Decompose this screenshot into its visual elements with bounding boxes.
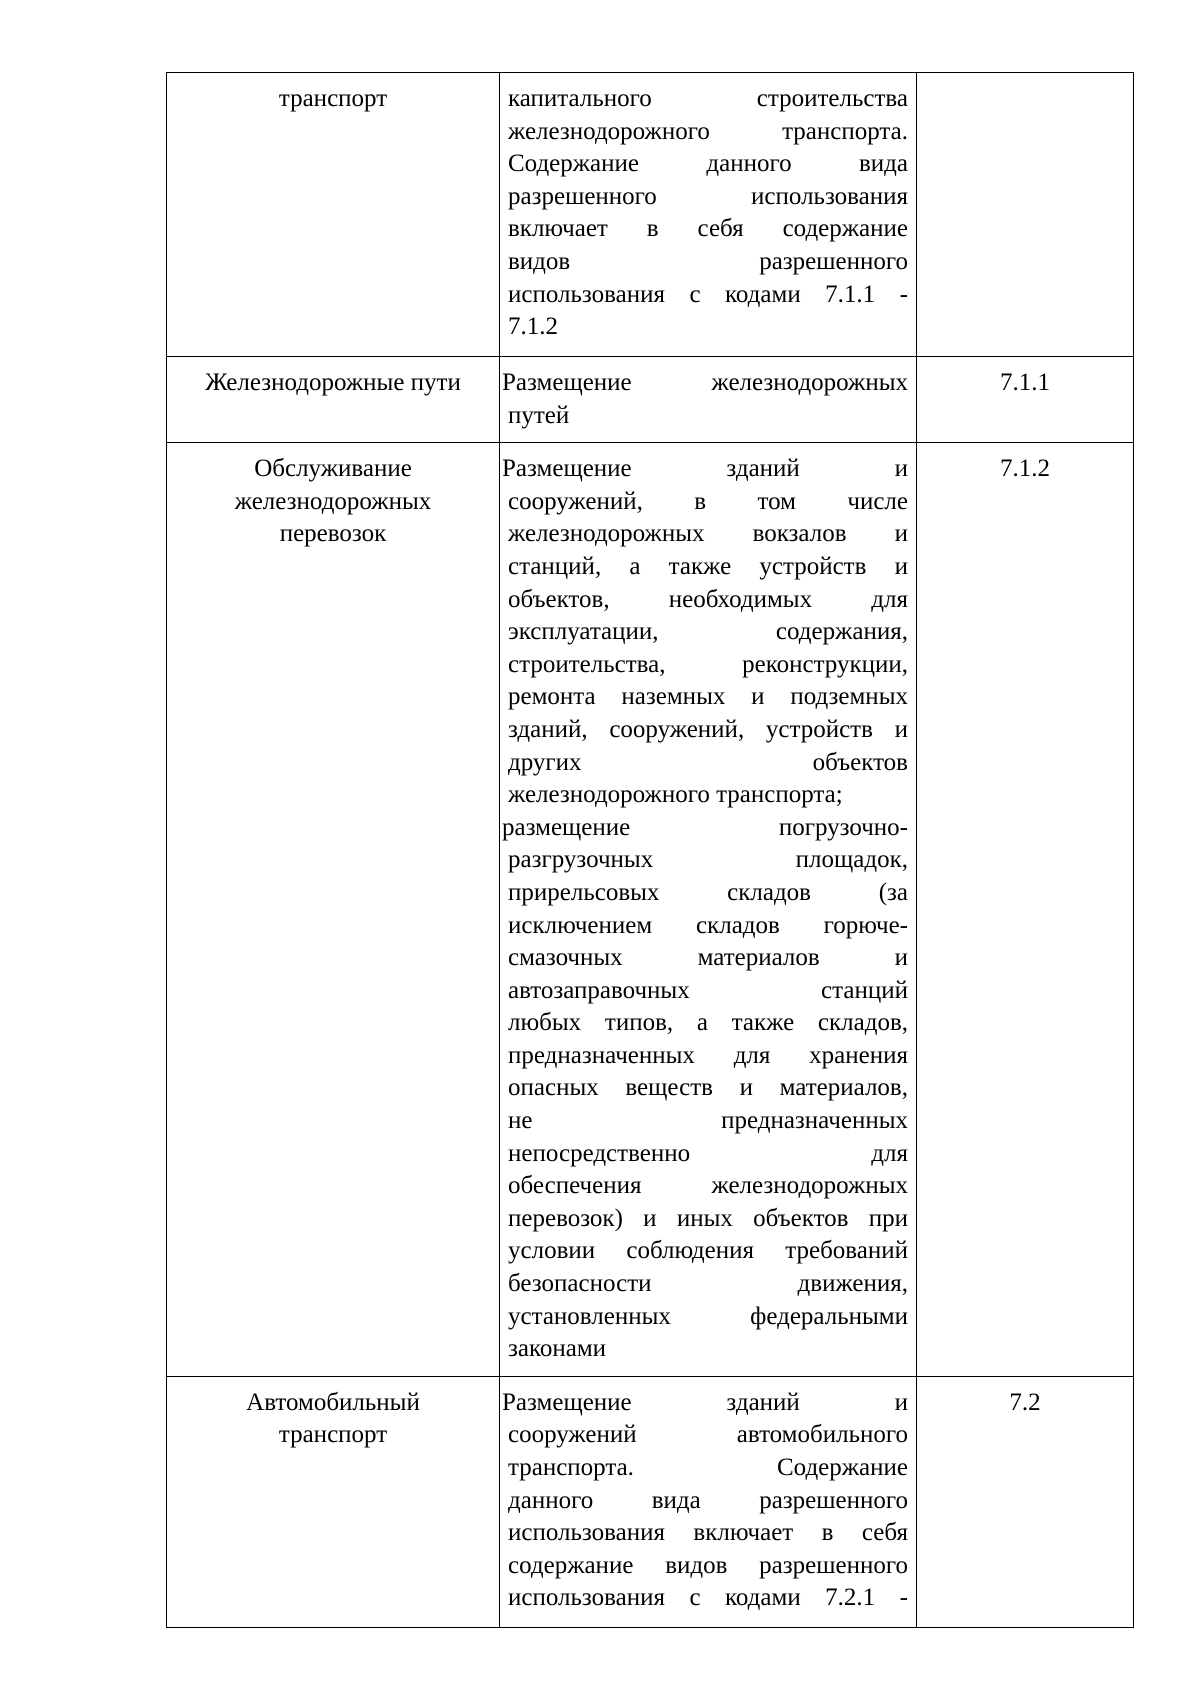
description-line: установленных федеральными	[508, 1302, 908, 1330]
description-line: сооружений, в том числе	[508, 487, 908, 515]
description-line: Размещение железнодорожных	[502, 369, 908, 396]
description-line: 7.1.2	[508, 313, 558, 341]
description-line: строительства, реконструкции,	[508, 650, 908, 678]
description-line: использования с кодами 7.2.1 -	[508, 1584, 908, 1612]
description-line: не предназначенных	[508, 1107, 908, 1135]
description-line: разрешенного использования	[508, 182, 908, 210]
description-line: других объектов	[508, 748, 908, 776]
use-type-code: 7.2	[917, 1376, 1134, 1627]
description-line: зданий, сооружений, устройств и	[508, 715, 908, 743]
description-line: разгрузочных площадок,	[508, 846, 908, 874]
use-type-name: Обслуживание железнодорожных перевозок	[167, 443, 500, 1377]
table-row	[167, 1376, 1134, 1627]
description-line: прирельсовых складов (за	[508, 878, 908, 906]
description-line: путей	[508, 401, 570, 429]
description-line: данного вида разрешенного	[508, 1486, 908, 1514]
description-line: использования с кодами 7.1.1 -	[508, 280, 908, 308]
description-line: станций, а также устройств и	[508, 552, 908, 580]
description-line: обеспечения железнодорожных	[508, 1172, 908, 1200]
use-type-name: Автомобильный транспорт	[167, 1376, 500, 1627]
description-line: перевозок) и иных объектов при	[508, 1204, 908, 1232]
description-line: объектов, необходимых для	[508, 585, 908, 613]
use-type-name: Железнодорожные пути	[167, 357, 500, 443]
description-line: любых типов, а также складов,	[508, 1009, 908, 1037]
use-type-description	[500, 443, 917, 1377]
description-line: использования включает в себя	[508, 1519, 908, 1547]
use-type-description	[500, 73, 917, 357]
land-use-table	[166, 72, 1134, 1628]
description-line: автозаправочных станций	[508, 976, 908, 1004]
description-line: исключением складов горюче-	[508, 911, 908, 939]
description-line: размещение погрузочно-	[502, 813, 908, 841]
description-line: Размещение зданий и	[502, 1388, 908, 1416]
description-line: капитального строительства	[508, 85, 908, 112]
description-line: включает в себя содержание	[508, 215, 908, 243]
use-type-code	[917, 73, 1134, 357]
description-line: безопасности движения,	[508, 1270, 908, 1298]
use-type-description	[500, 1376, 917, 1627]
use-type-name: транспорт	[167, 73, 500, 357]
description-line: эксплуатации, содержания,	[508, 618, 908, 646]
description-line: сооружений автомобильного	[508, 1421, 908, 1449]
description-line: ремонта наземных и подземных	[508, 683, 908, 711]
description-line: железнодорожных вокзалов и	[508, 520, 908, 548]
description-line: видов разрешенного	[508, 247, 908, 275]
description-line: опасных веществ и материалов,	[508, 1074, 908, 1102]
table-row	[167, 443, 1134, 1377]
description-line: смазочных материалов и	[508, 944, 908, 972]
use-type-code: 7.1.1	[917, 357, 1134, 443]
description-line: Содержание данного вида	[508, 150, 908, 178]
description-line: железнодорожного транспорта.	[508, 117, 908, 145]
table-row	[167, 73, 1134, 357]
description-line: транспорта. Содержание	[508, 1454, 908, 1481]
description-line: непосредственно для	[508, 1139, 908, 1167]
description-line: условии соблюдения требований	[508, 1237, 908, 1265]
description-line: Размещение зданий и	[502, 455, 908, 483]
table-row	[167, 357, 1134, 443]
description-line: предназначенных для хранения	[508, 1041, 908, 1069]
use-type-description	[500, 357, 917, 443]
description-line: законами	[508, 1335, 607, 1363]
description-line: содержание видов разрешенного	[508, 1551, 908, 1579]
use-type-code: 7.1.2	[917, 443, 1134, 1377]
description-line: железнодорожного транспорта;	[508, 781, 843, 809]
